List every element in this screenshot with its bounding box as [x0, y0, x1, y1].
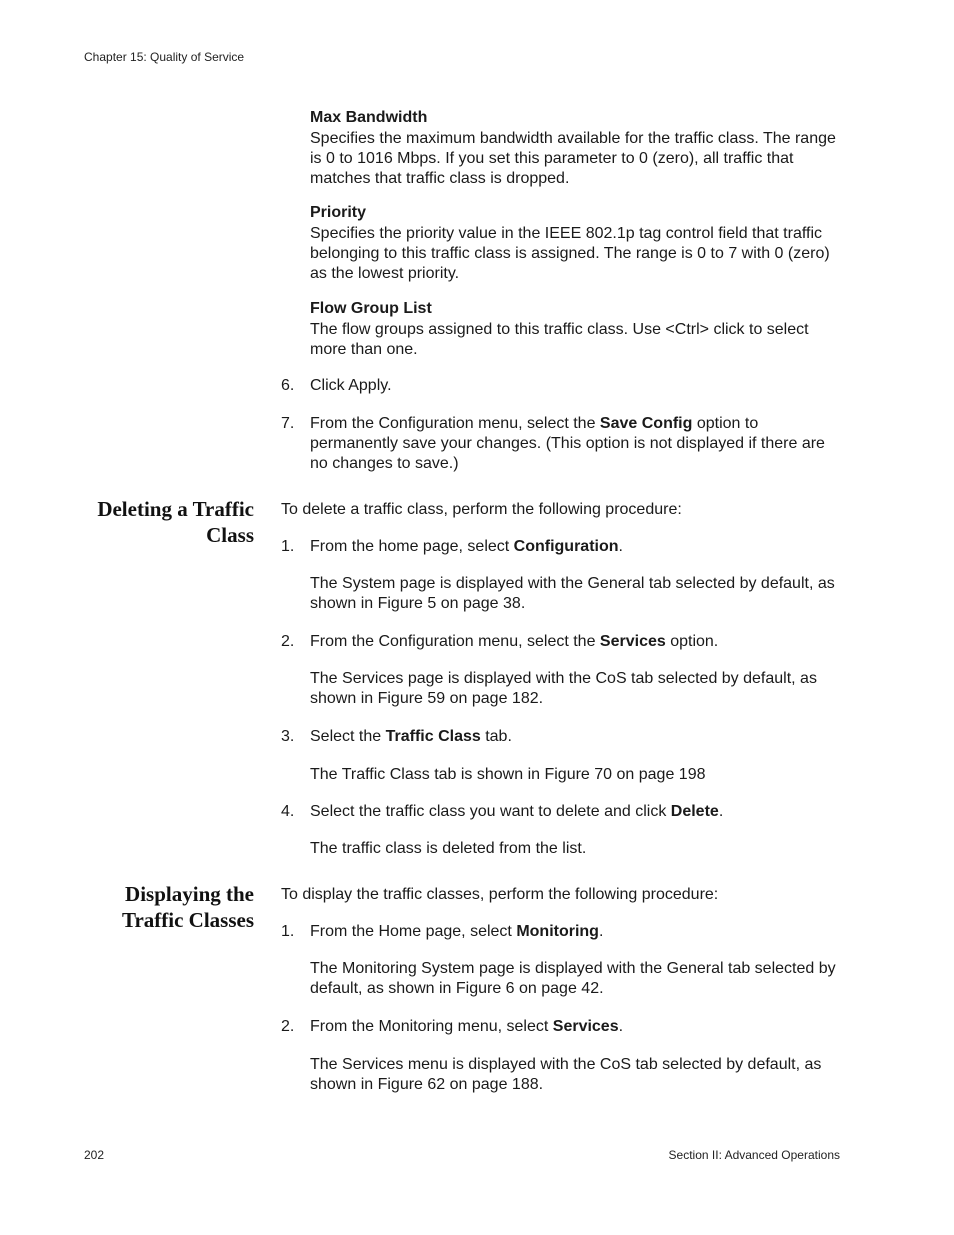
running-header: Chapter 15: Quality of Service	[84, 50, 245, 64]
running-footer: Section II: Advanced Operations	[668, 1148, 840, 1162]
step-text: From the Configuration menu, select the Services option.	[310, 633, 719, 650]
step-result: The Services page is displayed with the CoS tab selected by default, as shown in Figure 59 on page 182.	[310, 670, 817, 707]
step-number: 1.	[281, 923, 295, 940]
param-priority	[310, 203, 845, 284]
display-step-1	[281, 922, 846, 942]
step-result: The System page is displayed with the General tab selected by default, as shown in Figure 5 on page 38.	[310, 575, 835, 612]
step-text: From the Configuration menu, select the Save Config option to permanently save your changes. (This option is not displayed if there are no changes to save.)	[310, 415, 825, 472]
param-desc: Specifies the maximum bandwidth available for the traffic class. The range is 0 to 1016 Mbps. If you set this parameter to 0 (zero), all traffic that matches that traffic class is dropped.	[310, 130, 836, 187]
delete-step-2	[281, 632, 846, 652]
step-text: From the Monitoring menu, select Services.	[310, 1018, 624, 1035]
delete-step-3	[281, 727, 846, 747]
section-heading-deleting: Deleting a Traffic Class	[97, 497, 254, 547]
display-step-2	[281, 1017, 846, 1037]
step-result: The Services menu is displayed with the CoS tab selected by default, as shown in Figure 62 on page 188.	[310, 1056, 822, 1093]
step-number: 2.	[281, 1018, 295, 1035]
step-text: Click Apply.	[310, 377, 392, 394]
section-intro: To display the traffic classes, perform the following procedure:	[281, 886, 719, 903]
section-heading-displaying: Displaying the Traffic Classes	[122, 882, 254, 932]
delete-step-1	[281, 537, 846, 557]
param-desc: Specifies the priority value in the IEEE 802.1p tag control field that traffic belonging to this traffic class is assigned. The range is 0 to 7 with 0 (zero) as the lowest priority.	[310, 225, 830, 282]
param-term: Priority	[310, 204, 367, 221]
step-number: 2.	[281, 633, 295, 650]
step-result: The Traffic Class tab is shown in Figure 70 on page 198	[310, 766, 706, 783]
step-6	[281, 376, 846, 396]
step-text: Select the traffic class you want to delete and click Delete.	[310, 803, 724, 820]
step-number: 6.	[281, 377, 295, 394]
delete-step-4	[281, 802, 846, 822]
step-text: From the Home page, select Monitoring.	[310, 923, 604, 940]
step-7	[281, 414, 846, 474]
param-desc: The flow groups assigned to this traffic class. Use <Ctrl> click to select more than one.	[310, 321, 809, 358]
section-intro: To delete a traffic class, perform the following procedure:	[281, 501, 682, 518]
page-number: 202	[84, 1148, 105, 1162]
step-text: From the home page, select Configuration.	[310, 538, 623, 555]
step-text: Select the Traffic Class tab.	[310, 728, 512, 745]
param-term: Flow Group List	[310, 300, 432, 317]
step-result: The Monitoring System page is displayed with the General tab selected by default, as shown in Figure 6 on page 42.	[310, 960, 836, 997]
param-flow-group-list	[310, 299, 845, 360]
param-max-bandwidth	[310, 108, 845, 189]
step-number: 1.	[281, 538, 295, 555]
step-number: 4.	[281, 803, 295, 820]
step-number: 3.	[281, 728, 295, 745]
step-result: The traffic class is deleted from the list.	[310, 840, 587, 857]
step-number: 7.	[281, 415, 295, 432]
param-term: Max Bandwidth	[310, 109, 428, 126]
